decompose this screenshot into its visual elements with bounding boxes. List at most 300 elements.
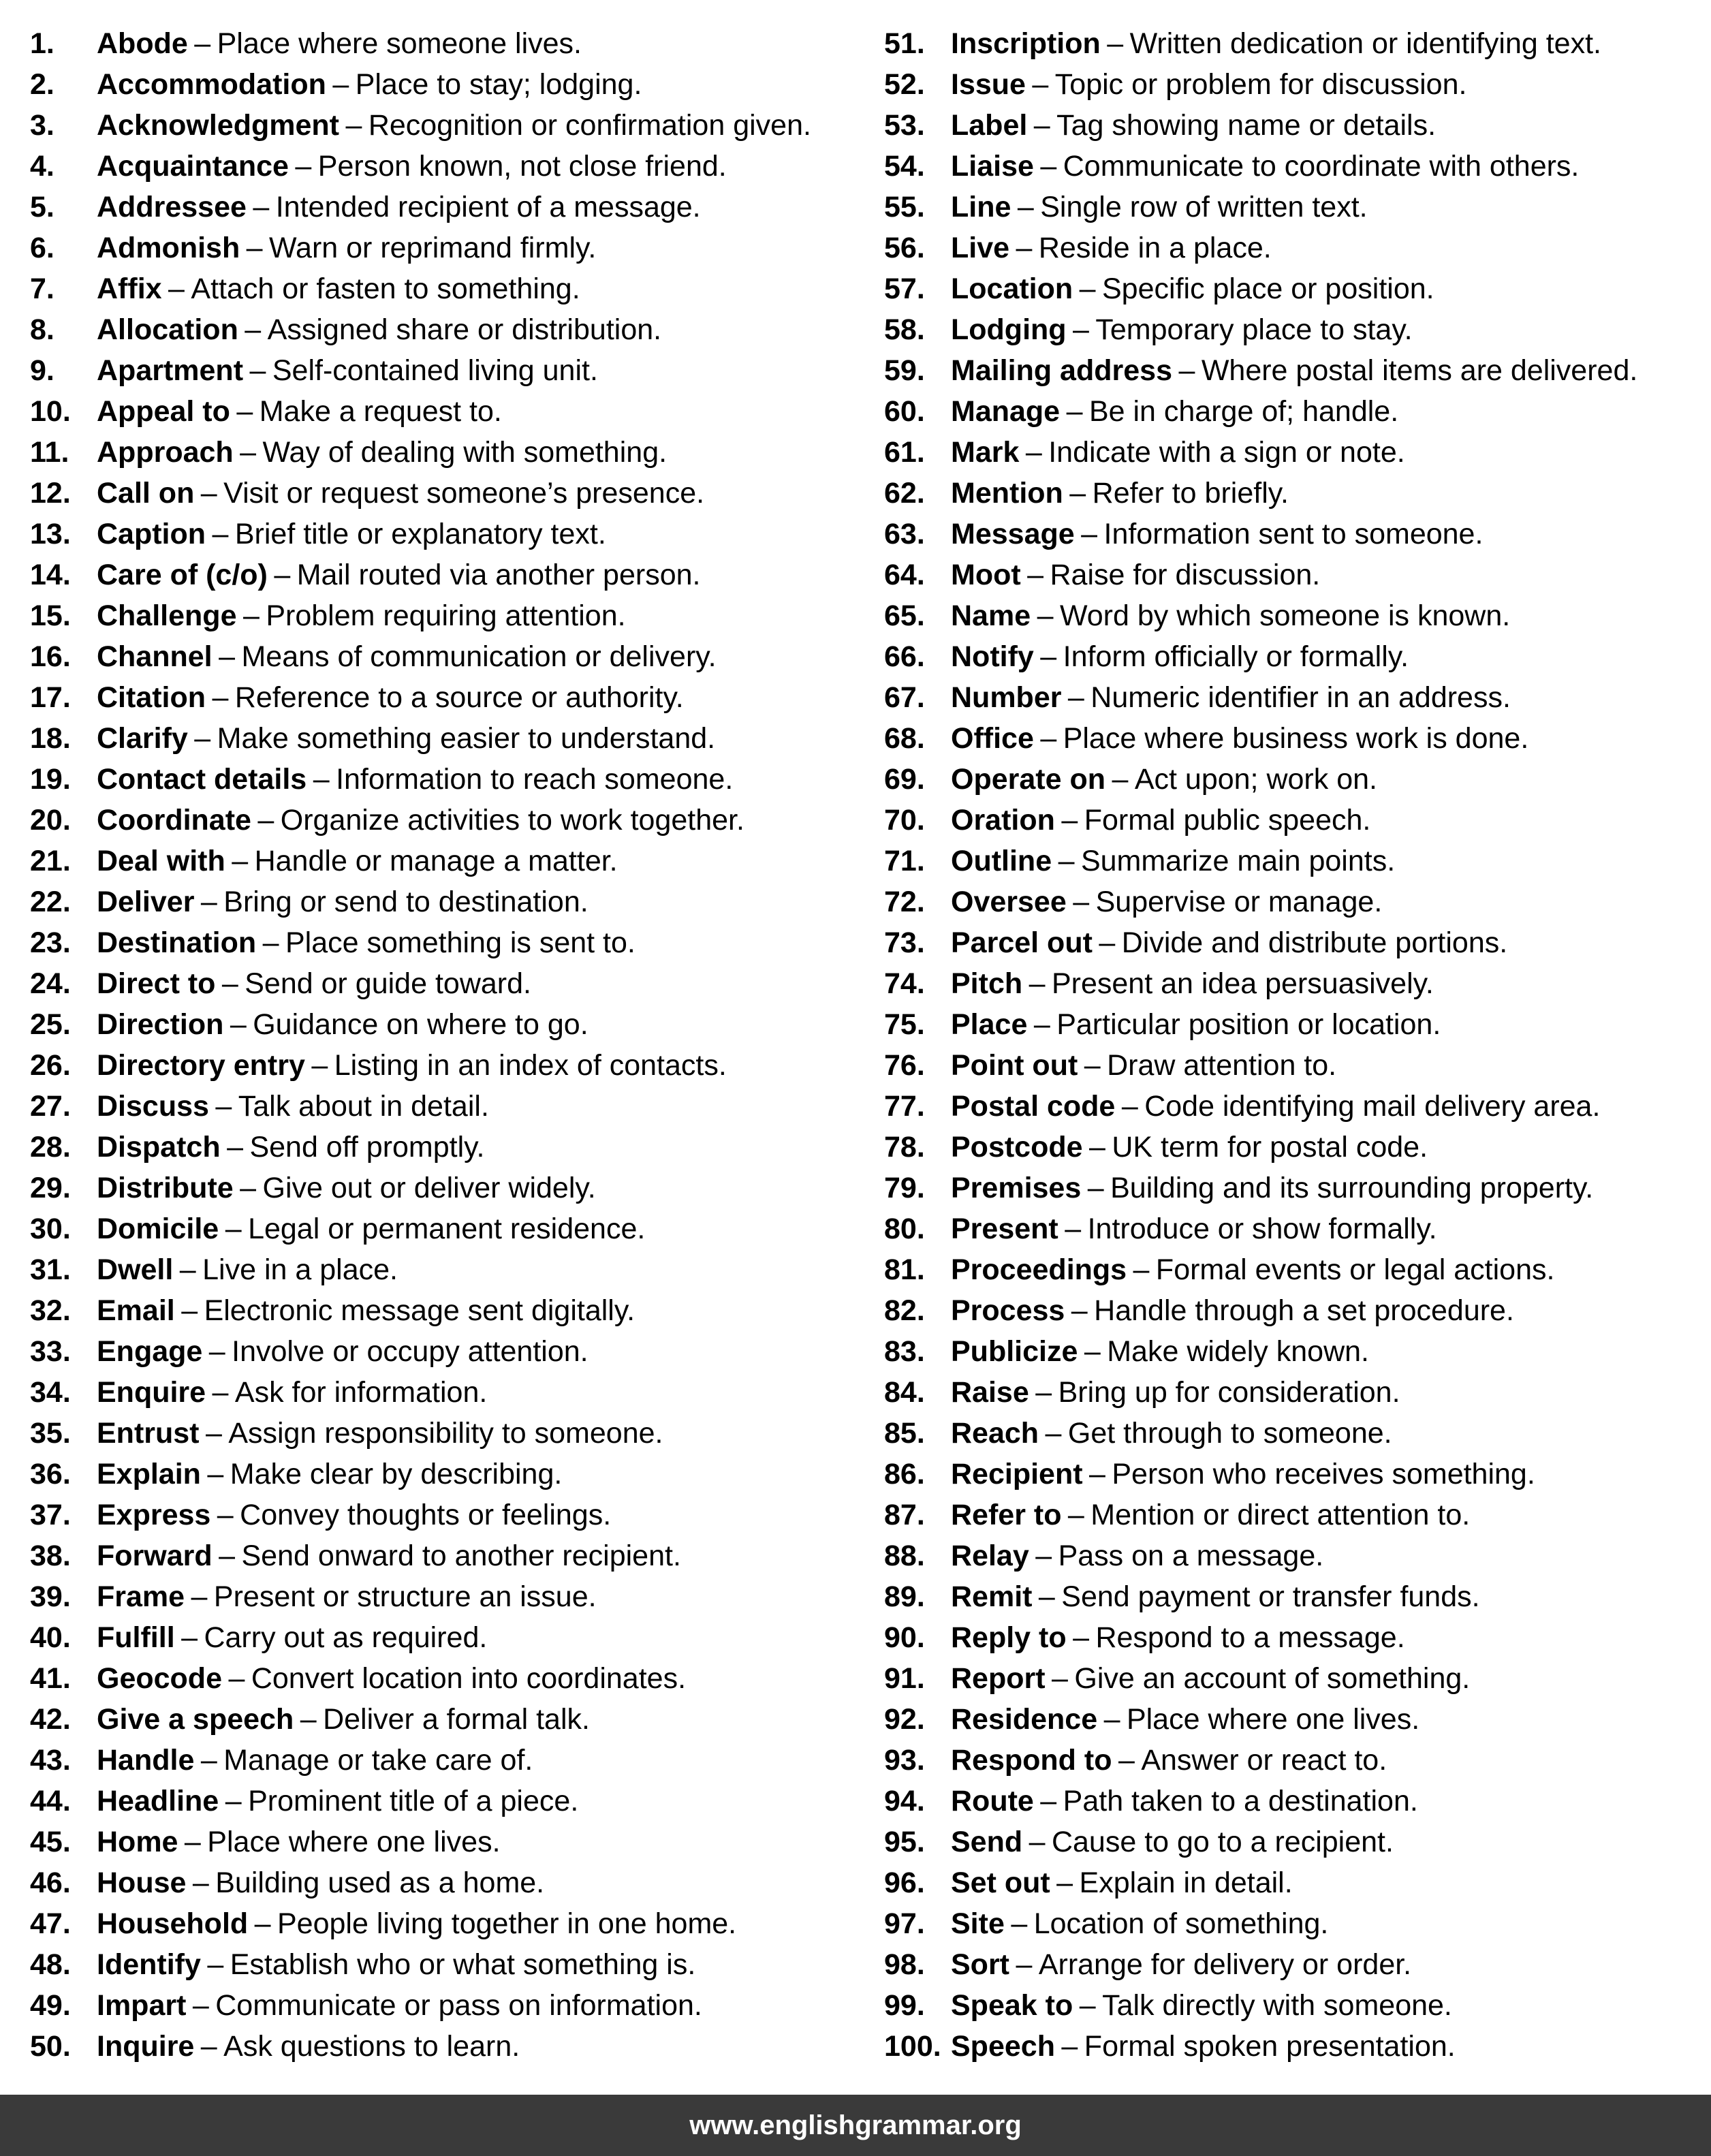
entry-term: Residence (951, 1703, 1098, 1736)
entry-term: Publicize (951, 1335, 1078, 1368)
entry-separator: – (1032, 68, 1049, 101)
list-item (30, 595, 811, 636)
list-item (884, 922, 1637, 963)
entry-number: 94. (884, 1785, 925, 1817)
entry-term: Express (97, 1499, 211, 1531)
entry-definition: Bring or send to destination. (223, 886, 588, 918)
entry-separator: – (1027, 559, 1044, 591)
entry-separator: – (240, 436, 257, 469)
entry-definition: Mail routed via another person. (296, 559, 701, 591)
entry-definition: Carry out as required. (204, 1621, 488, 1654)
entry-definition: Recognition or confirmation given. (368, 109, 811, 142)
list-item (30, 1740, 811, 1781)
entry-definition: Send payment or transfer funds. (1061, 1580, 1480, 1613)
list-item (884, 146, 1637, 187)
entry-number: 68. (884, 722, 925, 755)
entry-term: Postcode (951, 1131, 1083, 1163)
entry-term: Operate on (951, 763, 1105, 796)
entry-definition: Warn or reprimand firmly. (269, 232, 597, 264)
entry-separator: – (200, 2030, 217, 2063)
entry-term: Speech (951, 2030, 1055, 2063)
entry-number: 61. (884, 436, 925, 469)
entry-number: 76. (884, 1049, 925, 1082)
entry-number: 82. (884, 1294, 925, 1327)
entry-definition: Intended recipient of a message. (275, 191, 701, 223)
entry-separator: – (1067, 681, 1084, 714)
list-item (884, 1617, 1637, 1658)
entry-number: 20. (30, 804, 71, 837)
entry-definition: Listing in an index of contacts. (334, 1049, 727, 1082)
entry-definition: Building and its surrounding property. (1110, 1172, 1594, 1204)
entry-separator: – (1071, 1294, 1088, 1327)
list-item (884, 554, 1637, 595)
entry-number: 5. (30, 191, 54, 223)
entry-term: Addressee (97, 191, 247, 223)
entry-number: 88. (884, 1540, 925, 1572)
entry-term: Sort (951, 1948, 1009, 1981)
entry-number: 40. (30, 1621, 71, 1654)
entry-number: 71. (884, 845, 925, 877)
entry-definition: Location of something. (1033, 1907, 1329, 1940)
entry-definition: Formal spoken presentation. (1084, 2030, 1456, 2063)
entry-definition: Make a request to. (259, 395, 502, 428)
entry-definition: Specific place or position. (1102, 272, 1434, 305)
entry-definition: Live in a place. (202, 1253, 398, 1286)
entry-number: 26. (30, 1049, 71, 1082)
entry-separator: – (274, 559, 291, 591)
entry-number: 72. (884, 886, 925, 918)
list-item (30, 1372, 811, 1413)
entry-separator: – (208, 1335, 225, 1368)
entry-definition: Make widely known. (1107, 1335, 1369, 1368)
entry-term: Notify (951, 640, 1034, 673)
list-item (30, 963, 811, 1004)
entry-separator: – (1073, 1621, 1090, 1654)
entry-number: 27. (30, 1090, 71, 1123)
entry-definition: Act upon; work on. (1134, 763, 1377, 796)
list-item (30, 881, 811, 922)
entry-term: Pitch (951, 967, 1023, 1000)
entry-term: Affix (97, 272, 162, 305)
entry-term: Route (951, 1785, 1034, 1817)
list-item (30, 1454, 811, 1495)
entry-definition: Arrange for delivery or order. (1038, 1948, 1412, 1981)
entry-term: Report (951, 1662, 1046, 1695)
entry-number: 18. (30, 722, 71, 755)
entry-term: Moot (951, 559, 1021, 591)
entry-term: Recipient (951, 1458, 1083, 1490)
entry-term: Lodging (951, 313, 1067, 346)
list-item (30, 1208, 811, 1249)
entry-separator: – (200, 477, 217, 510)
entry-number: 64. (884, 559, 925, 591)
list-item (884, 23, 1637, 64)
entry-number: 85. (884, 1417, 925, 1450)
list-item (30, 1617, 811, 1658)
entry-number: 9. (30, 354, 54, 387)
list-item (30, 922, 811, 963)
entry-definition: Manage or take care of. (223, 1744, 533, 1777)
entry-separator: – (1040, 1785, 1057, 1817)
list-item (884, 1781, 1637, 1822)
entry-separator: – (191, 1580, 208, 1613)
list-item (884, 1944, 1637, 1985)
entry-term: Number (951, 681, 1062, 714)
entry-definition: Respond to a message. (1095, 1621, 1405, 1654)
entry-number: 67. (884, 681, 925, 714)
entry-term: Send (951, 1826, 1023, 1858)
entry-separator: – (262, 926, 279, 959)
entry-definition: Ask for information. (234, 1376, 488, 1409)
entry-number: 90. (884, 1621, 925, 1654)
entry-separator: – (1061, 804, 1078, 837)
list-item (884, 1903, 1637, 1944)
list-item (30, 1822, 811, 1862)
list-item (884, 1004, 1637, 1045)
entry-number: 81. (884, 1253, 925, 1286)
entry-separator: – (1029, 967, 1046, 1000)
list-item (884, 595, 1637, 636)
list-item (884, 1249, 1637, 1290)
entry-number: 33. (30, 1335, 71, 1368)
entry-definition: Send or guide toward. (245, 967, 531, 1000)
entry-term: Destination (97, 926, 257, 959)
entry-term: Admonish (97, 232, 240, 264)
entry-separator: – (1081, 518, 1098, 550)
entry-term: Reply to (951, 1621, 1067, 1654)
list-item (30, 800, 811, 841)
entry-separator: – (179, 1253, 196, 1286)
entry-definition: Convert location into coordinates. (251, 1662, 687, 1695)
list-item (884, 963, 1637, 1004)
entry-separator: – (345, 109, 362, 142)
entry-definition: Draw attention to. (1107, 1049, 1337, 1082)
entry-definition: Talk about in detail. (238, 1090, 489, 1123)
entry-definition: Word by which someone is known. (1059, 599, 1511, 632)
entry-definition: Attach or fasten to something. (191, 272, 580, 305)
entry-definition: Communicate or pass on information. (215, 1989, 702, 2022)
list-item (884, 1086, 1637, 1127)
entry-definition: Establish who or what something is. (230, 1948, 696, 1981)
entry-separator: – (230, 1008, 247, 1041)
entry-number: 58. (884, 313, 925, 346)
entry-number: 8. (30, 313, 54, 346)
entry-separator: – (245, 313, 262, 346)
entry-term: Live (951, 232, 1010, 264)
entry-term: Care of (c/o) (97, 559, 268, 591)
entry-separator: – (236, 395, 253, 428)
entry-number: 93. (884, 1744, 925, 1777)
list-item (30, 514, 811, 554)
list-item (884, 432, 1637, 473)
entry-separator: – (184, 1826, 201, 1858)
entry-definition: Indicate with a sign or note. (1048, 436, 1405, 469)
entry-definition: Handle through a set procedure. (1094, 1294, 1514, 1327)
list-item (884, 636, 1637, 677)
entry-term: Premises (951, 1172, 1082, 1204)
entry-term: Appeal to (97, 395, 230, 428)
entry-number: 31. (30, 1253, 71, 1286)
entry-separator: – (1025, 436, 1042, 469)
entry-term: Enquire (97, 1376, 206, 1409)
list-item (30, 841, 811, 881)
list-item (884, 268, 1637, 309)
entry-term: Entrust (97, 1417, 200, 1450)
list-item (30, 1781, 811, 1822)
entry-number: 53. (884, 109, 925, 142)
entry-separator: – (181, 1294, 198, 1327)
entry-separator: – (228, 1662, 245, 1695)
list-item (884, 473, 1637, 514)
entry-number: 11. (30, 436, 69, 469)
entry-separator: – (1067, 1499, 1084, 1531)
entry-term: Clarify (97, 722, 188, 755)
entry-separator: – (200, 1744, 217, 1777)
entry-term: Inscription (951, 27, 1101, 60)
entry-separator: – (192, 1866, 209, 1899)
entry-term: Headline (97, 1785, 219, 1817)
entry-separator: – (215, 1090, 232, 1123)
entry-term: Reach (951, 1417, 1039, 1450)
entry-number: 34. (30, 1376, 71, 1409)
entry-term: Location (951, 272, 1073, 305)
entry-term: Caption (97, 518, 206, 550)
entry-separator: – (227, 1131, 243, 1163)
entry-number: 32. (30, 1294, 71, 1327)
entry-number: 70. (884, 804, 925, 837)
entry-separator: – (1079, 1989, 1096, 2022)
list-item (30, 1535, 811, 1576)
entry-separator: – (1118, 1744, 1135, 1777)
entry-term: Mailing address (951, 354, 1172, 387)
entry-definition: Brief title or explanatory text. (234, 518, 606, 550)
entry-separator: – (1016, 1948, 1033, 1981)
entry-definition: Send onward to another recipient. (241, 1540, 681, 1572)
entry-separator: – (242, 599, 260, 632)
list-item (30, 1004, 811, 1045)
list-item (30, 1495, 811, 1535)
entry-number: 35. (30, 1417, 71, 1450)
entry-definition: Information to reach someone. (336, 763, 734, 796)
entry-term: Respond to (951, 1744, 1112, 1777)
entry-term: Contact details (97, 763, 307, 796)
list-item (884, 677, 1637, 718)
entry-term: Discuss (97, 1090, 209, 1123)
entry-number: 25. (30, 1008, 71, 1041)
list-item (30, 268, 811, 309)
entry-definition: Explain in detail. (1079, 1866, 1293, 1899)
list-item (30, 350, 811, 391)
list-item (30, 1249, 811, 1290)
entry-separator: – (1066, 395, 1083, 428)
entry-number: 30. (30, 1213, 71, 1245)
entry-separator: – (212, 681, 229, 714)
entry-separator: – (1079, 272, 1096, 305)
entry-term: Domicile (97, 1213, 219, 1245)
entry-term: Speak to (951, 1989, 1073, 2022)
entry-separator: – (1089, 1458, 1105, 1490)
entry-number: 36. (30, 1458, 71, 1490)
entry-number: 79. (884, 1172, 925, 1204)
list-item (30, 1862, 811, 1903)
entry-term: Engage (97, 1335, 203, 1368)
entry-definition: Give an account of something. (1074, 1662, 1471, 1695)
entry-separator: – (200, 886, 217, 918)
entry-number: 89. (884, 1580, 925, 1613)
entry-number: 100. (884, 2030, 941, 2063)
entry-definition: Assigned share or distribution. (267, 313, 662, 346)
entry-separator: – (212, 1376, 229, 1409)
entry-separator: – (1040, 150, 1057, 183)
entry-definition: Where postal items are delivered. (1201, 354, 1638, 387)
entry-term: Line (951, 191, 1011, 223)
entry-separator: – (1084, 1049, 1101, 1082)
entry-separator: – (295, 150, 312, 183)
list-item (30, 391, 811, 432)
entry-separator: – (1089, 1131, 1105, 1163)
entry-term: Identify (97, 1948, 201, 1981)
entry-term: Household (97, 1907, 249, 1940)
list-item (884, 309, 1637, 350)
entry-term: Remit (951, 1580, 1033, 1613)
entry-term: Geocode (97, 1662, 222, 1695)
entry-term: Fulfill (97, 1621, 175, 1654)
entry-term: Relay (951, 1540, 1029, 1572)
entry-definition: Get through to someone. (1067, 1417, 1392, 1450)
list-item (884, 350, 1637, 391)
entry-separator: – (1033, 1008, 1050, 1041)
entry-separator: – (257, 804, 274, 837)
entry-number: 45. (30, 1826, 71, 1858)
list-item (884, 1372, 1637, 1413)
entry-term: Challenge (97, 599, 237, 632)
entry-number: 83. (884, 1335, 925, 1368)
entry-separator: – (1103, 1703, 1120, 1736)
entry-term: Abode (97, 27, 188, 60)
entry-term: Approach (97, 436, 234, 469)
list-item (30, 1331, 811, 1372)
entry-term: Apartment (97, 354, 244, 387)
entry-separator: – (1073, 886, 1090, 918)
entry-number: 4. (30, 150, 54, 183)
list-item (884, 881, 1637, 922)
entry-separator: – (192, 1989, 209, 2022)
entry-definition: Place where one lives. (207, 1826, 501, 1858)
entry-separator: – (194, 722, 211, 755)
entry-definition: Path taken to a destination. (1063, 1785, 1418, 1817)
list-item (30, 636, 811, 677)
entry-number: 22. (30, 886, 71, 918)
entry-number: 96. (884, 1866, 925, 1899)
list-item (884, 1290, 1637, 1331)
entry-term: Point out (951, 1049, 1078, 1082)
entry-number: 17. (30, 681, 71, 714)
entry-number: 7. (30, 272, 54, 305)
entry-number: 39. (30, 1580, 71, 1613)
list-item (30, 677, 811, 718)
entry-definition: Person who receives something. (1112, 1458, 1535, 1490)
entry-term: Deal with (97, 845, 225, 877)
entry-term: Coordinate (97, 804, 251, 837)
entry-definition: Single row of written text. (1040, 191, 1368, 223)
entry-definition: Problem requiring attention. (266, 599, 626, 632)
entry-term: Raise (951, 1376, 1029, 1409)
entry-number: 19. (30, 763, 71, 796)
entry-separator: – (217, 1499, 234, 1531)
entry-number: 75. (884, 1008, 925, 1041)
entry-term: Process (951, 1294, 1065, 1327)
entry-term: Acquaintance (97, 150, 289, 183)
entry-definition: Means of communication or delivery. (241, 640, 717, 673)
entry-separator: – (1073, 313, 1089, 346)
list-item (884, 1331, 1637, 1372)
entry-separator: – (205, 1417, 222, 1450)
entry-separator: – (219, 640, 236, 673)
entry-separator: – (225, 1785, 242, 1817)
list-item (30, 554, 811, 595)
list-item (884, 800, 1637, 841)
entry-number: 74. (884, 967, 925, 1000)
entry-definition: Involve or occupy attention. (232, 1335, 588, 1368)
entry-term: Accommodation (97, 68, 326, 101)
entry-separator: – (194, 27, 211, 60)
entry-definition: People living together in one home. (277, 1907, 737, 1940)
entry-separator: – (253, 191, 270, 223)
entry-separator: – (1069, 477, 1086, 510)
entry-number: 21. (30, 845, 71, 877)
entry-separator: – (1178, 354, 1195, 387)
list-item (30, 759, 811, 800)
entry-definition: Particular position or location. (1056, 1008, 1441, 1041)
entry-number: 14. (30, 559, 71, 591)
entry-number: 78. (884, 1131, 925, 1163)
entry-definition: Electronic message sent digitally. (204, 1294, 635, 1327)
list-item (30, 187, 811, 228)
list-item (884, 1658, 1637, 1699)
entry-term: Office (951, 722, 1034, 755)
entry-number: 43. (30, 1744, 71, 1777)
entry-definition: Raise for discussion. (1050, 559, 1321, 591)
entry-term: Directory entry (97, 1049, 305, 1082)
entry-number: 49. (30, 1989, 71, 2022)
entry-term: Refer to (951, 1499, 1062, 1531)
entry-term: Mark (951, 436, 1020, 469)
entry-definition: Make clear by describing. (230, 1458, 563, 1490)
entry-term: Dispatch (97, 1131, 221, 1163)
entry-separator: – (332, 68, 349, 101)
entry-number: 6. (30, 232, 54, 264)
entry-separator: – (207, 1948, 224, 1981)
entry-definition: Divide and distribute portions. (1121, 926, 1508, 959)
entry-number: 84. (884, 1376, 925, 1409)
entry-definition: Talk directly with someone. (1102, 1989, 1452, 2022)
entry-number: 15. (30, 599, 71, 632)
entry-number: 65. (884, 599, 925, 632)
entry-separator: – (1065, 1213, 1082, 1245)
list-item (884, 1985, 1637, 2026)
entry-separator: – (249, 354, 266, 387)
entry-definition: Visit or request someone’s presence. (223, 477, 705, 510)
entry-separator: – (1058, 845, 1075, 877)
entry-number: 59. (884, 354, 925, 387)
list-item (30, 1658, 811, 1699)
entry-separator: – (219, 1540, 236, 1572)
entry-definition: Ask questions to learn. (223, 2030, 520, 2063)
entry-separator: – (1056, 1866, 1073, 1899)
list-item (884, 1862, 1637, 1903)
entry-definition: Inform officially or formally. (1063, 640, 1409, 673)
entry-separator: – (1017, 191, 1034, 223)
